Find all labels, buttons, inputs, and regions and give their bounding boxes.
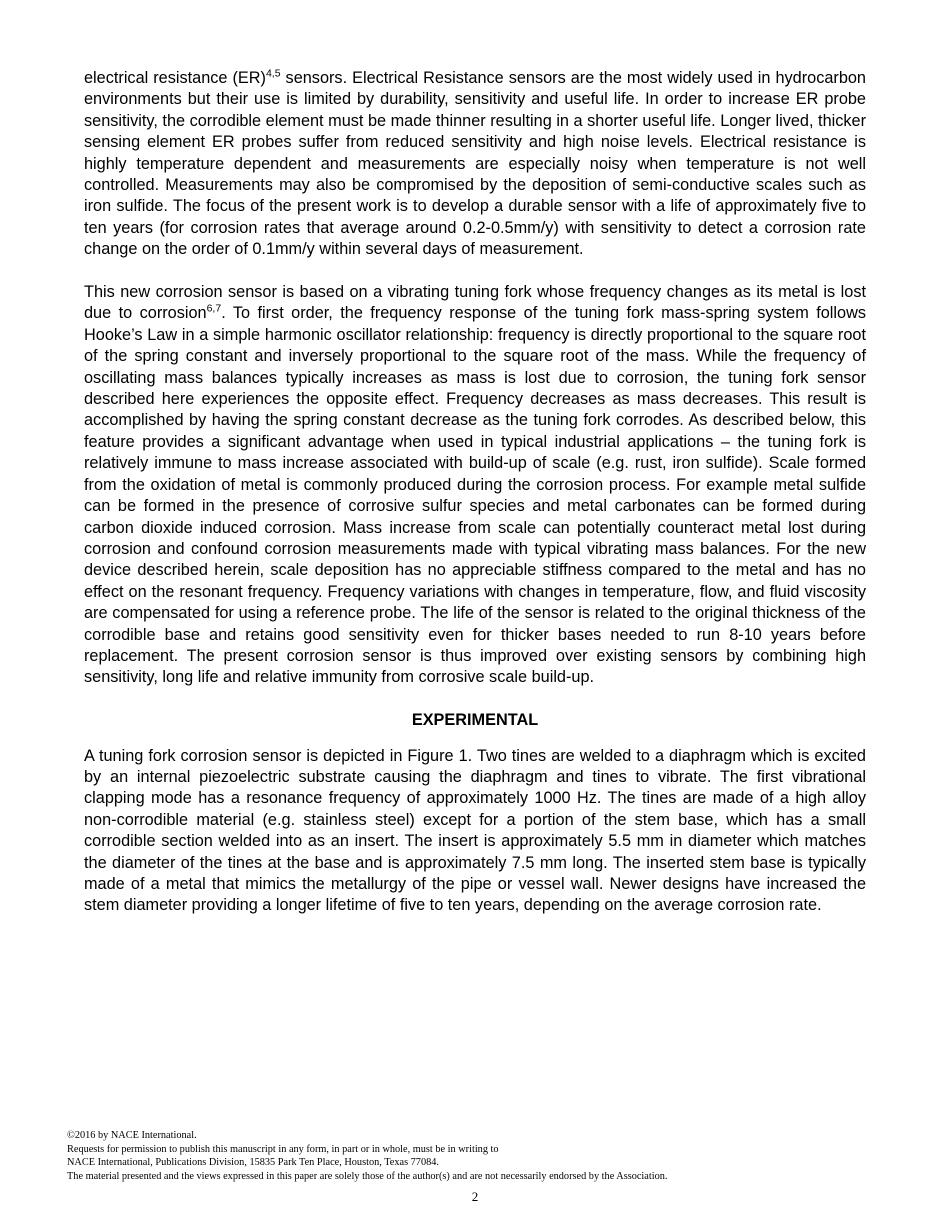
paragraph-experimental: A tuning fork corrosion sensor is depicted in Figure 1. Two tines are welded to a diaphragm which is excited by an internal piezoelectric substrate causing the diaphragm and tines to vibrate. The first vibrational clapping mode has a resonance frequency of approximately 1000 Hz. The tines are made of a high alloy non-corrodible material (e.g. stainless steel) except for a portion of the stem base, which has a small corrodible section welded into as an insert. The insert is approximately 5.5 mm in diameter which matches the diameter of the tines at the base and is approximately 7.5 mm long. The inserted stem base is typically made of a metal that mimics the metallurgy of the pipe or vessel wall. Newer designs have increased the stem diameter providing a longer lifetime of five to ten years, depending on the average corrosion rate. [84, 746, 866, 915]
paragraph-tuning-fork [84, 282, 866, 689]
paper-body [84, 68, 866, 917]
footer-disclaimer: The material presented and the views expressed in this paper are solely those of the author(s) and are not necessarily endorsed by the Association. [67, 1171, 668, 1183]
paragraph-er-sensors [84, 68, 866, 261]
section-heading: EXPERIMENTAL [411, 711, 539, 730]
copyright-footer [67, 1129, 887, 1184]
footer-copyright: ©2016 by NACE International. [67, 1130, 197, 1141]
paragraph-text: . To first order, the frequency response of the tuning fork mass-spring system follows Hooke’s Law in a simple harmonic oscillator relationship: frequency is directly proportional to the square root of the spring constant and inversely proportional to the square root of the mass. While the frequency of oscillating mass balances typically increases as mass is lost due to corrosion, the tuning fork sensor described here experiences the opposite effect. Frequency decreases as mass decreases. This result is accomplished by having the spring constant decrease as the tuning fork corrodes. As described below, this feature provides a significant advantage when used in typical industrial applications – the tuning fork is relatively immune to mass increase associated with build-up of scale (e.g. rust, iron sulfide). Scale formed from the oxidation of metal is commonly produced during the corrosion process. For example metal sulfide can be formed in the presence of corrosive sulfur species and metal carbonates can be formed during carbon dioxide induced corrosion. Mass increase from scale can potentially counteract metal lost during corrosion and confound corrosion measurements made with typical vibrating mass balances. For the new device described herein, scale deposition has no appreciable stiffness compared to the metal and has no effect on the resonant frequency. Frequency variations with changes in temperature, flow, and fluid viscosity are compensated for using a reference probe. The life of the sensor is related to the original thickness of the corrodible base and retains good sensitivity even for thicker bases needed to run 8-10 years before replacement. The present corrosion sensor is thus improved over existing sensors by combining high sensitivity, long life and relative immunity from corrosive scale build-up. [84, 304, 866, 687]
paragraph-text: sensors. Electrical Resistance sensors are the most widely used in hydrocarbon environments but their use is limited by durability, sensitivity and useful life. In order to increase ER probe sensitivity, the corrodible element must be made thinner resulting in a shorter useful life. Longer lived, thicker sensing element ER probes suffer from reduced sensitivity and high noise levels. Electrical resistance is highly temperature dependent and measurements are especially noisy when temperature is not well controlled. Measurements may also be compromised by the deposition of semi-conductive scales such as iron sulfide. The focus of the present work is to develop a durable sensor with a life of approximately five to ten years (for corrosion rates that average around 0.2-0.5mm/y) with sensitivity to detect a corrosion rate change on the order of 0.1mm/y within several days of measurement. [84, 69, 866, 259]
paragraph-text: This new corrosion sensor is based on a vibrating tuning fork whose frequency changes as its metal is lost due to corrosion [84, 283, 866, 323]
citation-superscript: 4,5 [265, 67, 281, 80]
page-number: 2 [471, 1189, 479, 1204]
citation-superscript: 6,7 [206, 303, 222, 316]
footer-address: NACE International, Publications Division, 15835 Park Ten Place, Houston, Texas 77084. [67, 1157, 439, 1169]
footer-permission: Requests for permission to publish this manuscript in any form, in part or in whole, must be in writing to [67, 1143, 499, 1155]
paragraph-text: electrical resistance (ER) [84, 69, 266, 87]
